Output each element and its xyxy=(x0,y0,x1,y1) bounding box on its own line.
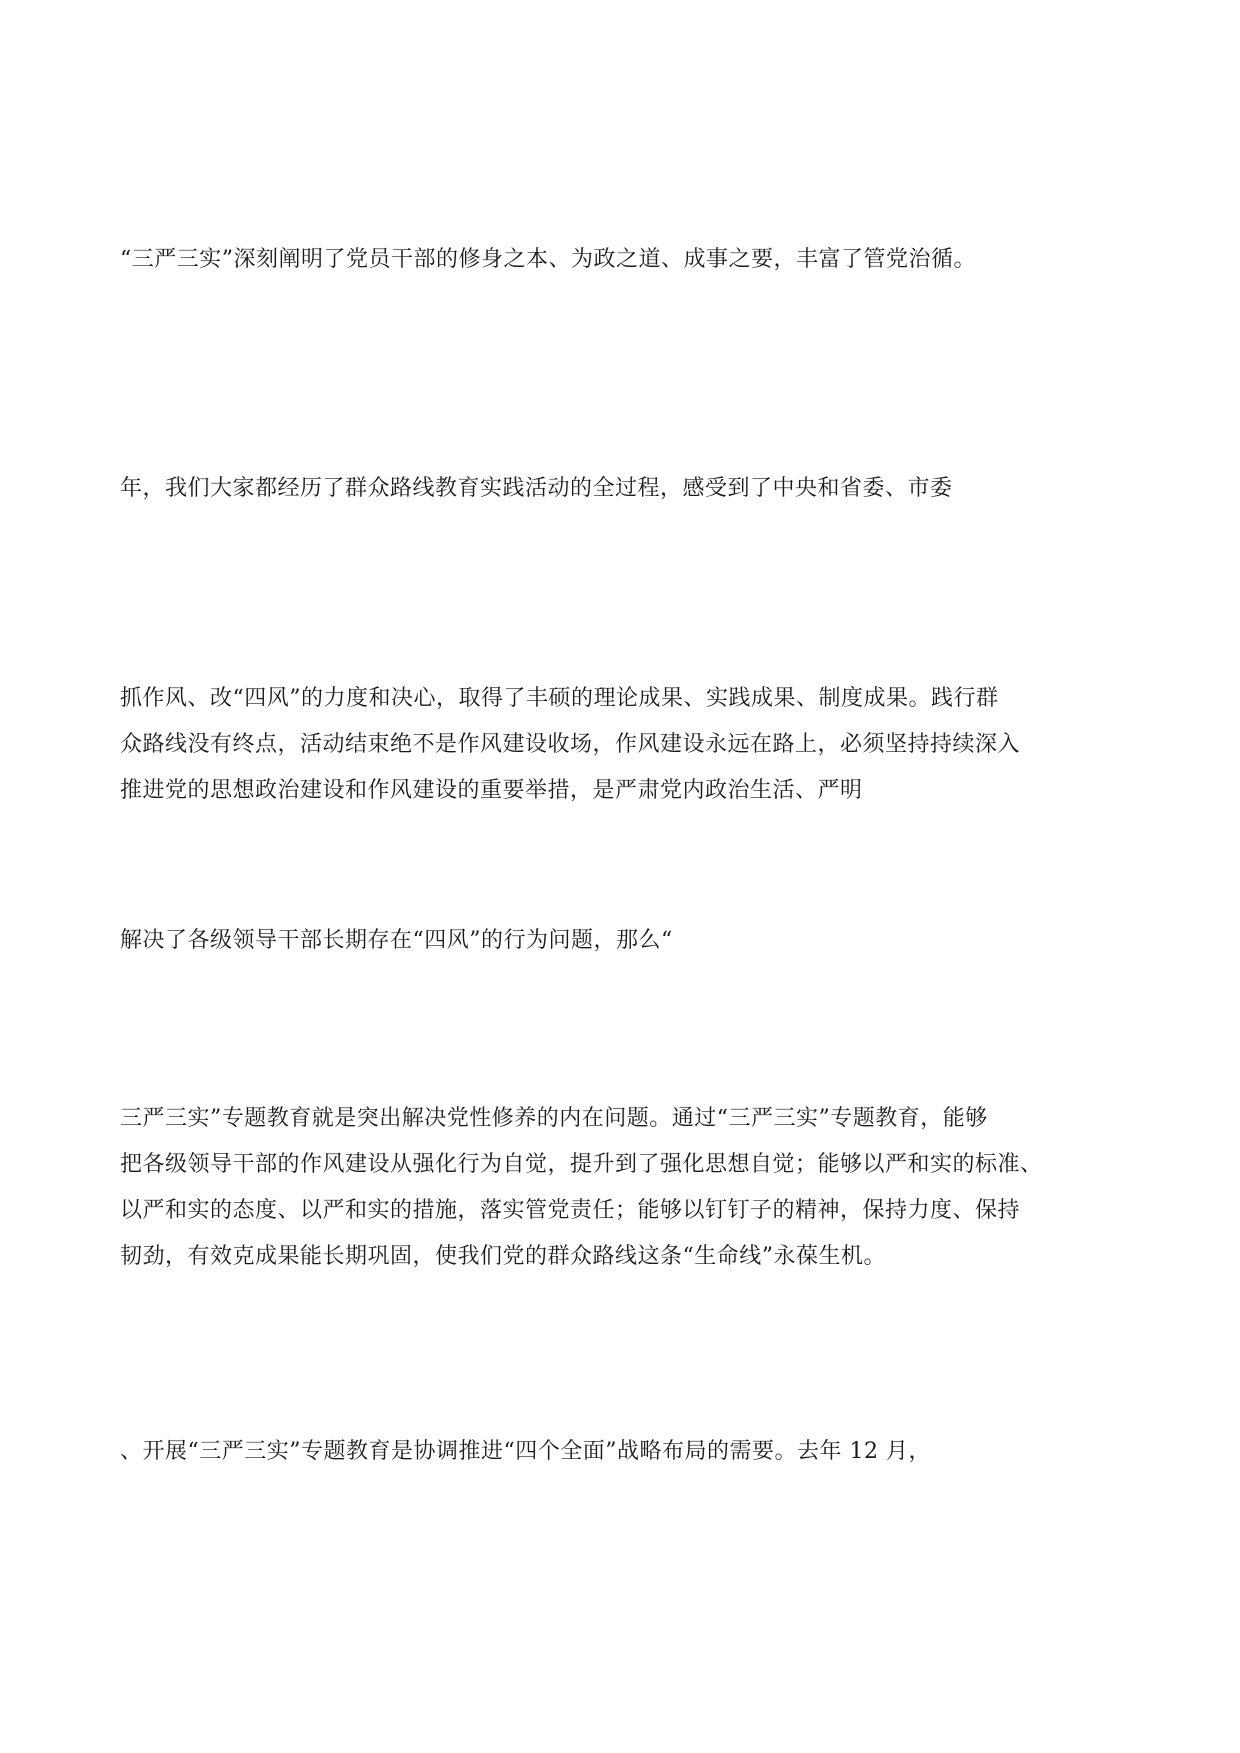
paragraph-6 xyxy=(120,1429,1130,1475)
paragraph-4 xyxy=(120,918,1130,964)
text-line: 、开展“三严三实”专题教育是协调推进“四个全面”战略布局的需要。去年 12 月， xyxy=(120,1439,931,1464)
text-line: 韧劲，有效克成果能长期巩固，使我们党的群众路线这条“生命线”永葆生机。 xyxy=(120,1244,886,1269)
paragraph-3 xyxy=(120,676,1130,814)
text-line: 把各级领导干部的作风建设从强化行为自觉，提升到了强化思想自觉；能够以严和实的标准、 xyxy=(120,1152,1043,1177)
text-line: 众路线没有终点，活动结束绝不是作风建设收场，作风建设永远在路上，必须坚持持续深入 xyxy=(120,732,1021,757)
paragraph-1 xyxy=(120,237,1130,283)
paragraph-2 xyxy=(120,466,1130,512)
text-line: 抓作风、改“四风”的力度和决心，取得了丰硕的理论成果、实践成果、制度成果。践行群 xyxy=(120,686,999,711)
text-line: 以严和实的态度、以严和实的措施，落实管党责任；能够以钉钉子的精神，保持力度、保持 xyxy=(120,1198,1021,1223)
text-line: 年，我们大家都经历了群众路线教育实践活动的全过程，感受到了中央和省委、市委 xyxy=(120,476,953,501)
text-line: 推进党的思想政治建设和作风建设的重要举措，是严肃党内政治生活、严明 xyxy=(120,778,863,803)
text-line: “三严三实”深刻阐明了党员干部的修身之本、为政之道、成事之要，丰富了管党治循。 xyxy=(120,247,976,272)
text-line: 三严三实”专题教育就是突出解决党性修养的内在问题。通过“三严三实”专题教育，能够 xyxy=(120,1106,988,1131)
text-line: 解决了各级领导干部长期存在“四风”的行为问题，那么“ xyxy=(120,928,673,953)
paragraph-5 xyxy=(120,1096,1130,1280)
